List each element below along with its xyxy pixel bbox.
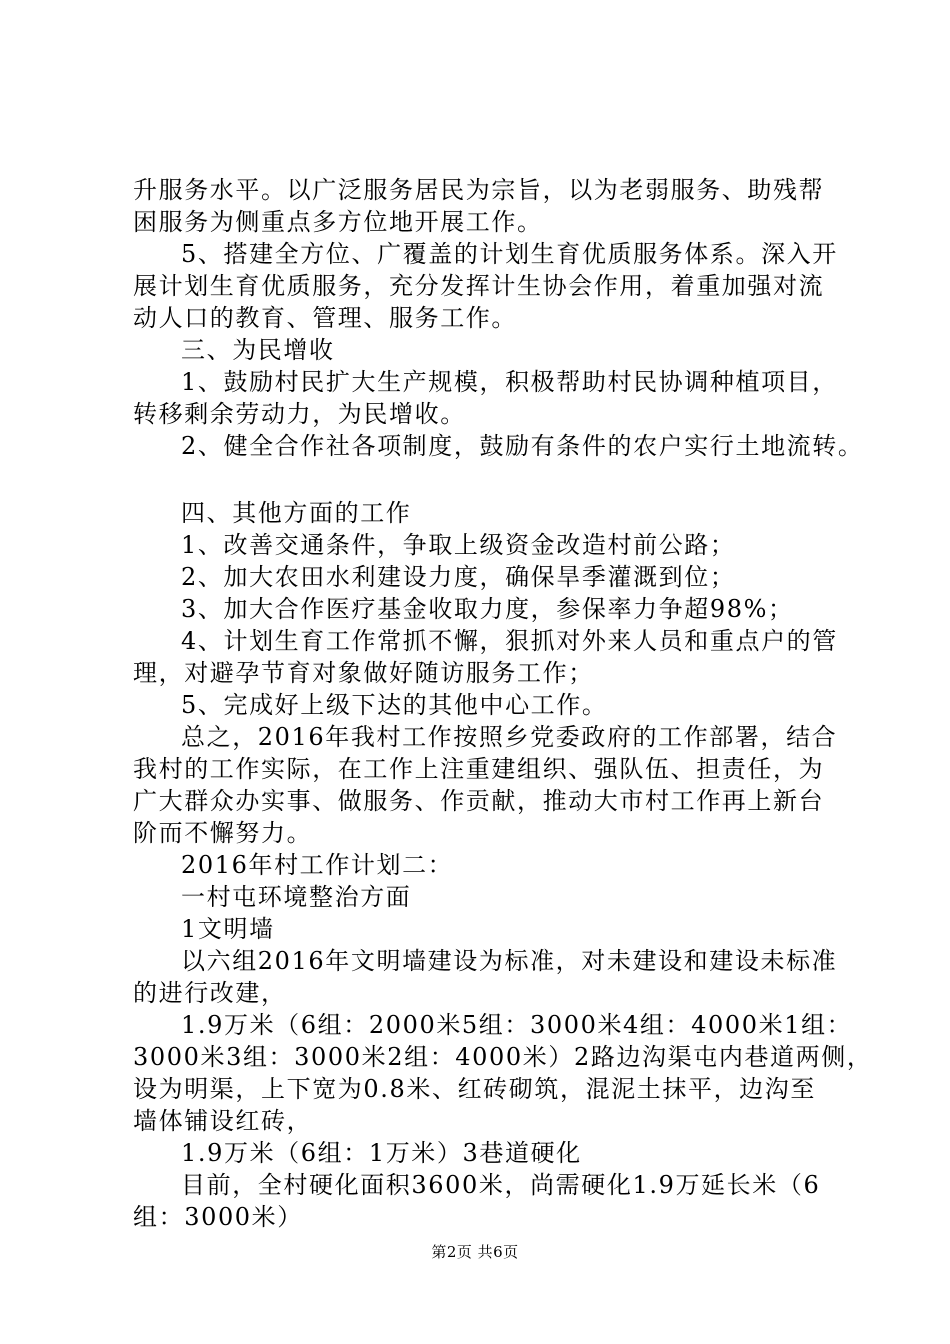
paragraph-line: 我村的工作实际，在工作上注重建组织、强队伍、担责任，为 [133,755,825,783]
paragraph-line: 目前，全村硬化面积3600米，尚需硬化1.9万延长米（6 [181,1171,821,1199]
page-footer: 第2页 共6页 [431,1243,519,1261]
paragraph-line: 5、搭建全方位、广覆盖的计划生育优质服务体系。深入开 [181,240,838,268]
paragraph-line: 4、计划生育工作常抓不懈，狠抓对外来人员和重点户的管 [181,627,838,655]
paragraph-line: 2、加大农田水利建设力度，确保旱季灌溉到位； [181,563,736,591]
document-body [133,174,873,1233]
paragraph-line: 升服务水平。以广泛服务居民为宗旨，以为老弱服务、助残帮 [133,176,825,204]
paragraph-line: 3000米3组：3000米2组：4000米）2路边沟渠屯内巷道两侧， [133,1043,873,1071]
paragraph-line: 困服务为侧重点多方位地开展工作。 [133,208,543,236]
section-heading: 四、其他方面的工作 [181,499,412,527]
paragraph-line: 3、加大合作医疗基金收取力度，参保率力争超98%； [181,595,794,623]
paragraph-line: 2、健全合作社各项制度，鼓励有条件的农户实行土地流转。 [181,432,864,460]
section-heading: 三、为民增收 [181,336,335,364]
paragraph-line: 总之，2016年我村工作按照乡党委政府的工作部署，结合 [181,723,838,751]
section-heading: 1文明墙 [181,915,275,943]
paragraph-line: 1.9万米（6组：1万米）3巷道硬化 [181,1139,582,1167]
paragraph-line: 组：3000米） [133,1203,303,1231]
paragraph-line: 广大群众办实事、做服务、作贡献，推动大市村工作再上新台 [133,787,825,815]
paragraph-line: 1、改善交通条件，争取上级资金改造村前公路； [181,531,736,559]
paragraph-line: 转移剩余劳动力，为民增收。 [133,400,466,428]
paragraph-line: 动人口的教育、管理、服务工作。 [133,304,517,332]
paragraph-line: 1.9万米（6组：2000米5组：3000米4组：4000米1组： [181,1011,853,1039]
paragraph-line: 理，对避孕节育对象做好随访服务工作； [133,659,594,687]
paragraph-line: 的进行改建， [133,979,287,1007]
blank-line [133,462,853,497]
paragraph-line: 1、鼓励村民扩大生产规模，积极帮助村民协调种植项目， [181,368,838,396]
paragraph-line: 设为明渠，上下宽为0.8米、红砖砌筑，混泥土抹平，边沟至 [133,1075,816,1103]
section-heading: 2016年村工作计划二： [181,851,454,879]
paragraph-line: 展计划生育优质服务，充分发挥计生协会作用，着重加强对流 [133,272,825,300]
paragraph-line: 墙体铺设红砖， [133,1107,313,1135]
paragraph-line: 以六组2016年文明墙建设为标准，对未建设和建设未标准 [181,947,838,975]
paragraph-line: 阶而不懈努力。 [133,819,313,847]
paragraph-line: 5、完成好上级下达的其他中心工作。 [181,691,608,719]
section-heading: 一村屯环境整治方面 [181,883,412,911]
